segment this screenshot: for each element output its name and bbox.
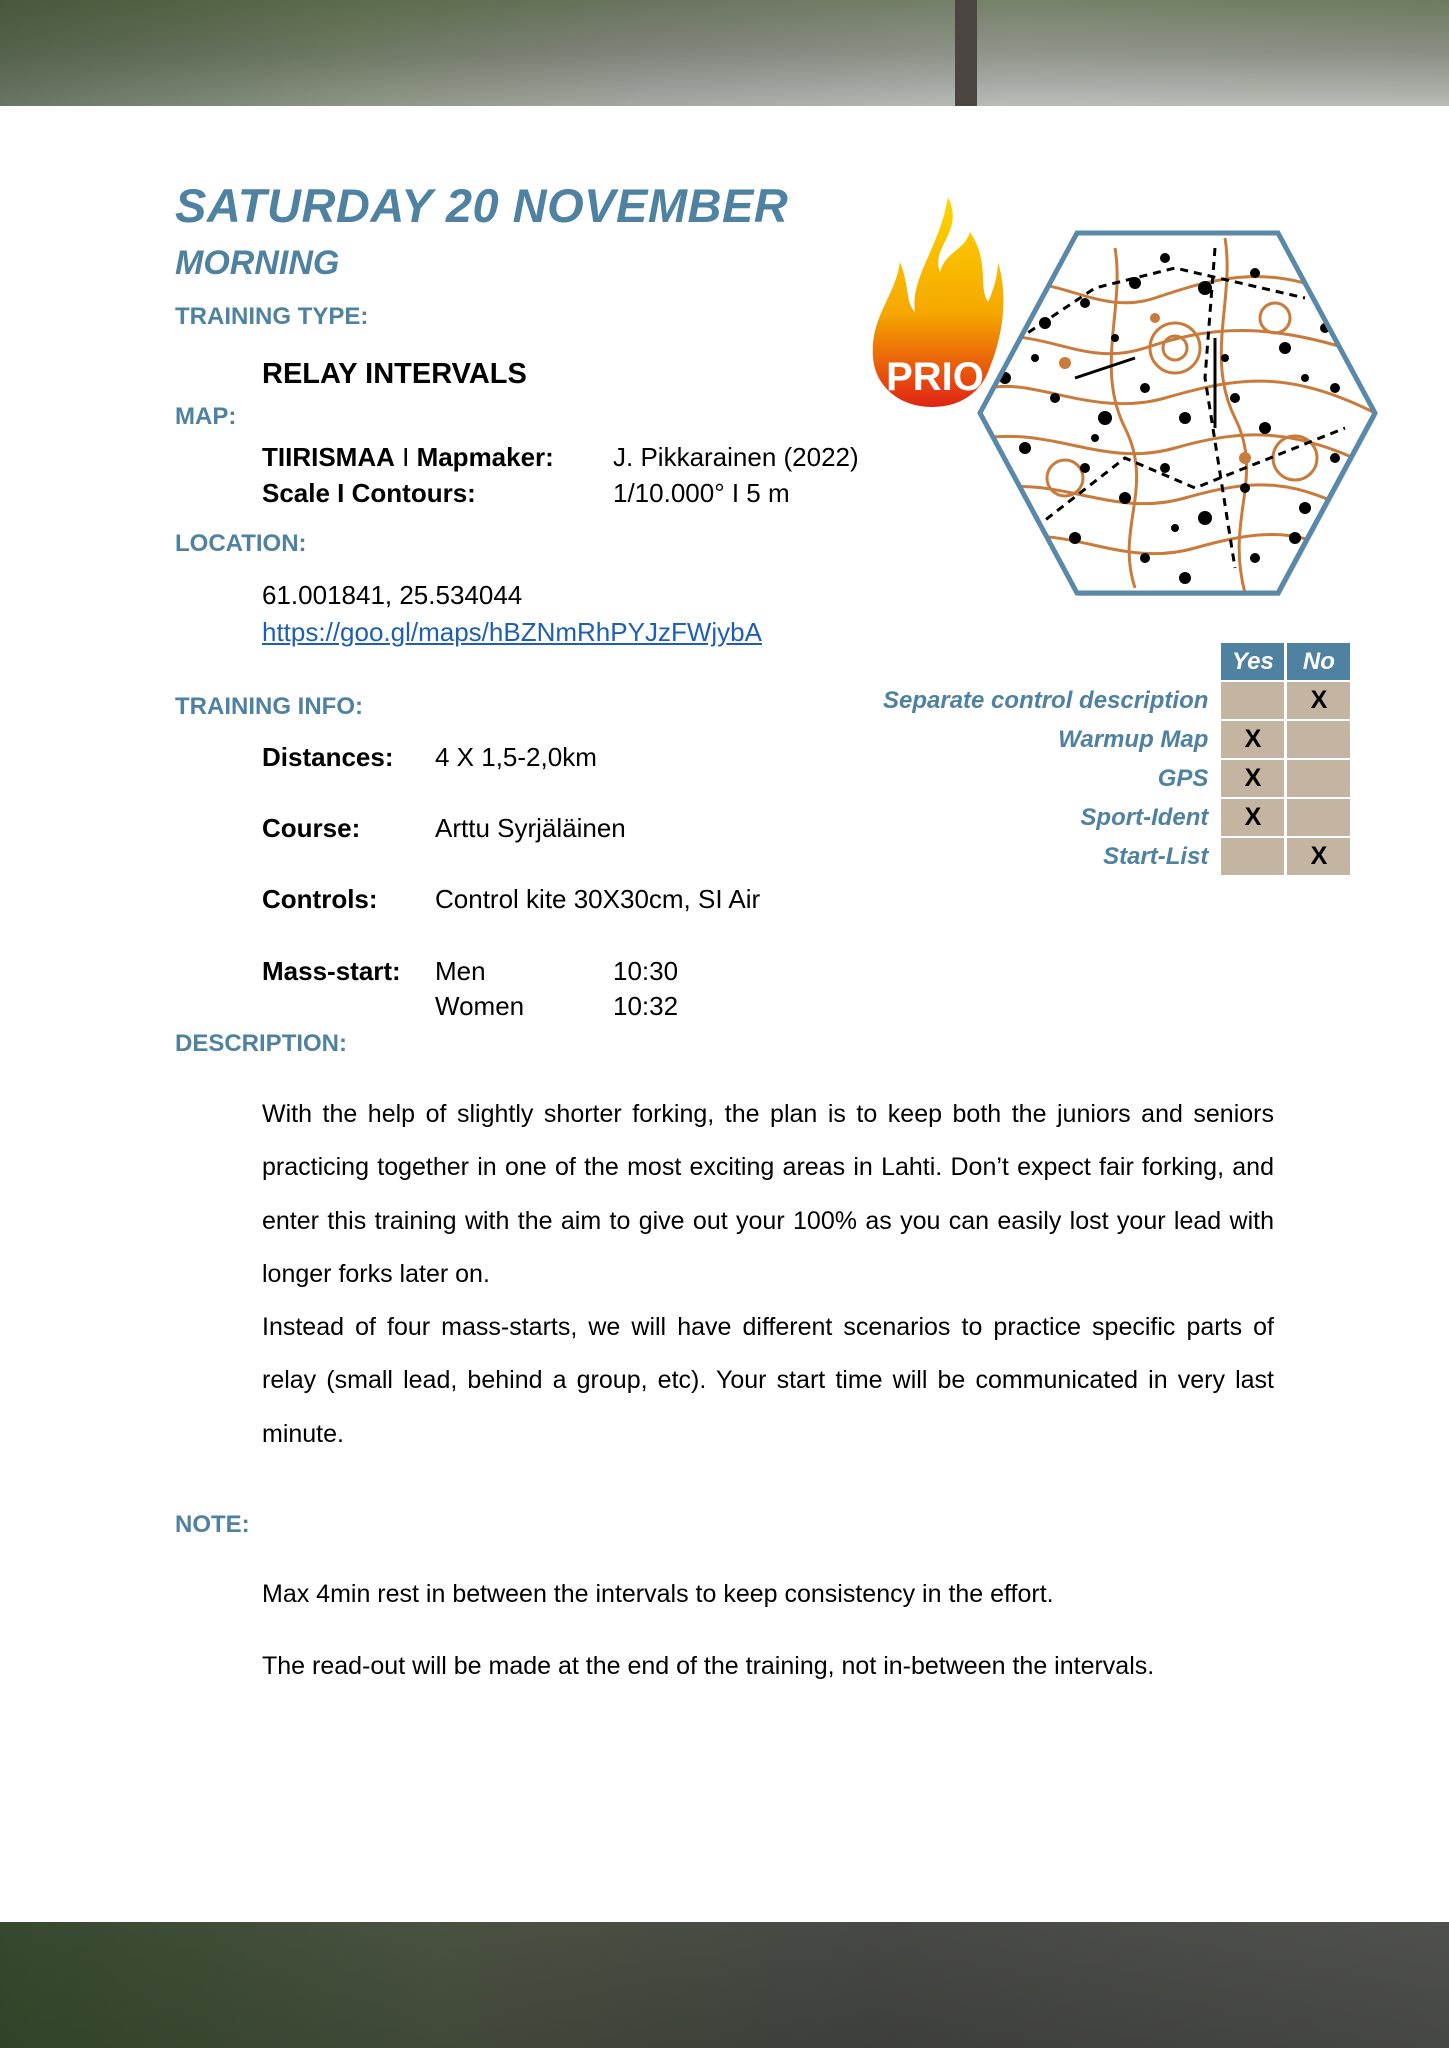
scale-key: Scale I Contours:: [262, 478, 476, 508]
training-type-label: TRAINING TYPE:: [175, 303, 369, 330]
note-line: The read-out will be made at the end of the training, not in-between the intervals.: [262, 1652, 1155, 1680]
massstart-key: Mass-start:: [262, 956, 401, 986]
checklist-row: [883, 682, 1350, 719]
checklist-yes-cell: [1221, 838, 1284, 875]
footer-photo-band: [0, 1922, 1449, 2048]
checklist-label: Separate control description: [883, 686, 1209, 714]
massstart-group-women: Women: [435, 991, 525, 1021]
massstart-time-women: 10:32: [613, 991, 679, 1021]
header-photo-band: [0, 0, 1449, 106]
checklist-yes-cell: X: [1221, 760, 1284, 797]
note-line: Max 4min rest in between the intervals to keep consistency in the effort.: [262, 1580, 1054, 1608]
massstart-time-men: 10:30: [613, 956, 679, 986]
col-yes-header: Yes: [1221, 643, 1284, 680]
map-separator: I: [394, 442, 417, 472]
checklist-no-cell: X: [1287, 838, 1350, 875]
checklist-label: Sport-Ident: [1080, 803, 1209, 831]
checklist-no-cell: [1287, 721, 1350, 758]
description-body: [262, 1088, 1274, 1461]
course-value: Arttu Syrjäläinen: [435, 813, 626, 843]
checklist-label: Warmup Map: [1058, 725, 1209, 753]
checklist-yes-cell: X: [1221, 721, 1284, 758]
description-paragraph: With the help of slightly shorter forking, the plan is to keep both the juniors and seniors practicing together in one of the most exciting areas in Lahti. Don’t expect fair forking, and enter this training with the aim to give out your 100% as you can easily lost your lead with longer forks later on.: [262, 1100, 1274, 1288]
distances-value: 4 X 1,5-2,0km: [435, 742, 597, 772]
controls-key: Controls:: [262, 884, 378, 914]
checklist-yes-cell: X: [1221, 799, 1284, 836]
scale-value: 1/10.000° I 5 m: [613, 478, 790, 508]
checklist-label: Start-List: [1103, 842, 1209, 870]
checklist-table: [880, 641, 1353, 877]
orienteering-map-hexagon: [975, 228, 1380, 598]
location-coords: 61.001841, 25.534044: [262, 580, 523, 610]
checklist-no-cell: X: [1287, 682, 1350, 719]
note-label: NOTE:: [175, 1511, 250, 1538]
checklist-no-cell: [1287, 760, 1350, 797]
training-type-value: RELAY INTERVALS: [262, 358, 527, 390]
massstart-group-men: Men: [435, 956, 486, 986]
checklist-row: [883, 799, 1350, 836]
checklist-label: GPS: [1157, 764, 1209, 792]
checklist-no-cell: [1287, 799, 1350, 836]
controls-value: Control kite 30X30cm, SI Air: [435, 884, 761, 914]
map-label: MAP:: [175, 403, 237, 430]
description-label: DESCRIPTION:: [175, 1030, 348, 1057]
date-title: SATURDAY 20 NOVEMBER: [175, 179, 789, 232]
location-link[interactable]: https://goo.gl/maps/hBZNmRhPYJzFWjybA: [262, 617, 762, 647]
distances-key: Distances:: [262, 742, 394, 772]
location-label: LOCATION:: [175, 530, 307, 557]
training-info-label: TRAINING INFO:: [175, 693, 363, 720]
map-name: TIIRISMAA: [262, 442, 395, 472]
session-title: MORNING: [175, 244, 340, 282]
course-key: Course:: [262, 813, 361, 843]
description-paragraph: Instead of four mass-starts, we will have different scenarios to practice specific parts of relay (small lead, behind a group, etc). Your start time will be communicated in very last minute.: [262, 1313, 1274, 1448]
prio-badge-text: PRIO: [886, 355, 984, 399]
map-line-1: [262, 442, 554, 473]
checklist-row: [883, 721, 1350, 758]
mapmaker-key: Mapmaker:: [416, 442, 554, 472]
col-no-header: No: [1287, 643, 1350, 680]
checklist-row: [883, 838, 1350, 875]
checklist-row: [883, 760, 1350, 797]
mapmaker-value: J. Pikkarainen (2022): [613, 442, 859, 472]
checklist-yes-cell: [1221, 682, 1284, 719]
